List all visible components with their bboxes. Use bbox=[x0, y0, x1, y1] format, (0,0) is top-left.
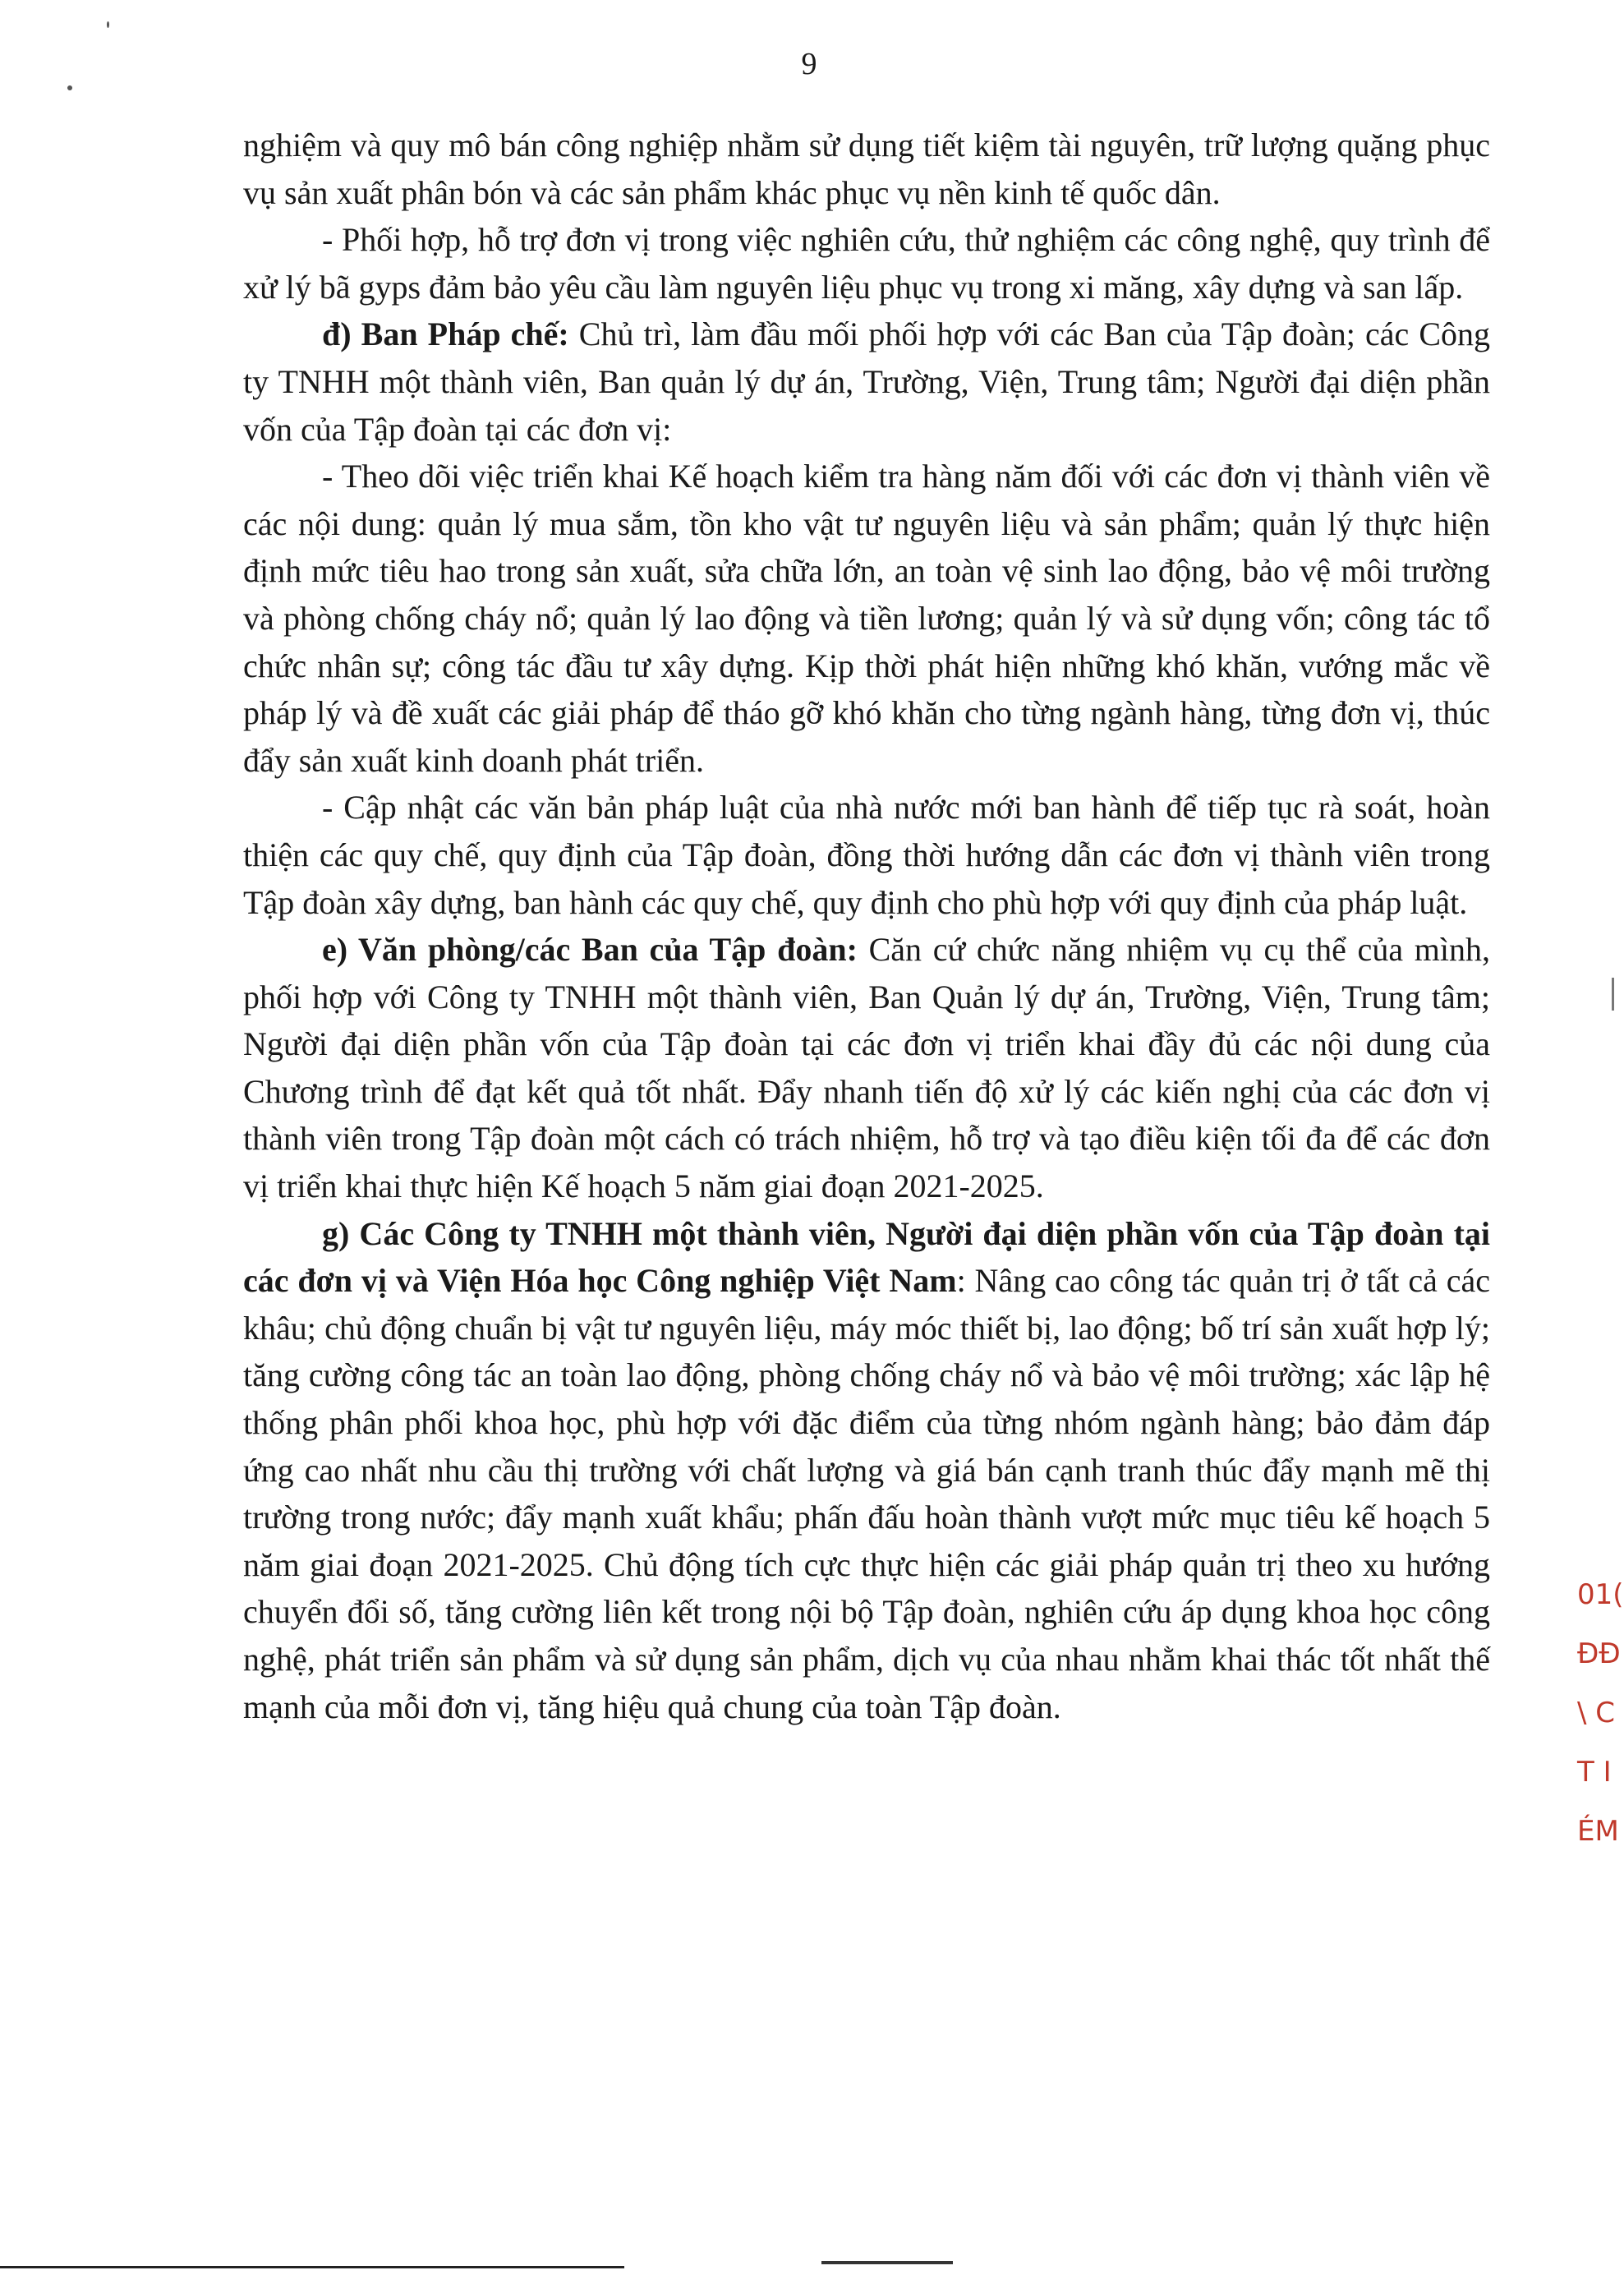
scan-speck bbox=[67, 85, 72, 90]
paragraph-cong-ty bbox=[243, 1210, 1490, 1731]
paragraph-heading: g) Các Công ty TNHH một thành viên, Người đại diện phần vốn của Tập đoàn tại các đơn vị và Viện Hóa học Công nghiệp Việt Nam bbox=[243, 1214, 1490, 1300]
stamp-line: \ C bbox=[1577, 1697, 1616, 1729]
paragraph-text: - Phối hợp, hỗ trợ đơn vị trong việc nghiên cứu, thử nghiệm các công nghệ, quy trình để xử lý bã gyps đảm bảo yêu cầu làm nguyên liệu phục vụ trong xi măng, xây dựng và san lấp. bbox=[243, 221, 1490, 306]
document-body bbox=[243, 122, 1490, 1730]
paragraph-gyps bbox=[243, 216, 1490, 311]
scan-speck bbox=[107, 21, 109, 28]
paragraph-text: nghiệm và quy mô bán công nghiệp nhằm sử dụng tiết kiệm tài nguyên, trữ lượng quặng phục vụ sản xuất phân bón và các sản phẩm khác phục vụ nền kinh tế quốc dân. bbox=[243, 127, 1490, 211]
stamp-line: T I bbox=[1577, 1756, 1612, 1789]
paragraph-cap-nhat bbox=[243, 784, 1490, 926]
bottom-rule bbox=[0, 2266, 624, 2268]
paragraph-theo-doi bbox=[243, 453, 1490, 784]
paragraph-heading: e) Văn phòng/các Ban của Tập đoàn: bbox=[322, 931, 858, 969]
stamp-line: ÉM bbox=[1577, 1815, 1619, 1848]
bottom-rule bbox=[821, 2261, 953, 2264]
paragraph-continuation bbox=[243, 122, 1490, 216]
paragraph-van-phong bbox=[243, 926, 1490, 1210]
stamp-line: ĐĐ bbox=[1577, 1637, 1621, 1670]
paragraph-text: Chủ trì, làm đầu mối phối hợp với các Ban của Tập đoàn; các Công ty TNHH một thành viên, Ban quản lý dự án, Trường, Viện, Trung tâm; Người đại diện phần vốn của Tập đoàn tại các đơn vị: bbox=[243, 315, 1490, 448]
paragraph-text: Căn cứ chức năng nhiệm vụ cụ thể của mình, phối hợp với Công ty TNHH một thành viên, Ban Quản lý dự án, Trường, Viện, Trung tâm; Người đại diện phần vốn của Tập đoàn tại các đơn vị triển khai đầy đủ các nội dung của Chương trình để đạt kết quả tốt nhất. Đẩy nhanh tiến độ xử lý các kiến nghị của các đơn vị thành viên trong Tập đoàn một cách có trách nhiệm, hỗ trợ và tạo điều kiện tối đa để các đơn vị triển khai thực hiện Kế hoạch 5 năm giai đoạn 2021-2025. bbox=[243, 931, 1490, 1205]
scan-edge-mark bbox=[1612, 978, 1614, 1011]
paragraph-text: : Nâng cao công tác quản trị ở tất cả các khâu; chủ động chuẩn bị vật tư nguyên liệu, máy móc thiết bị, lao động; bố trí sản xuất hợp lý; tăng cường công tác an toàn lao động, phòng chống cháy nổ và bảo vệ môi trường; xác lập hệ thống phân phối khoa học, phù hợp với đặc điểm của từng nhóm ngành hàng; bảo đảm đáp ứng cao nhất nhu cầu thị trường với chất lượng và giá bán cạnh tranh thúc đẩy mạnh mẽ thị trường trong nước; đẩy mạnh xuất khẩu; phấn đấu hoàn thành vượt mức mục tiêu kế hoạch 5 năm giai đoạn 2021-2025. Chủ động tích cực thực hiện các giải pháp quản trị theo xu hướng chuyển đổi số, tăng cường liên kết trong nội bộ Tập đoàn, nghiên cứu áp dụng khoa học công nghệ, phát triển sản phẩm và sử dụng sản phẩm, dịch vụ của nhau nhằm khai thác tốt nhất thế mạnh của mỗi đơn vị, tăng hiệu quả chung của toàn Tập đoàn. bbox=[243, 1262, 1491, 1725]
margin-stamp bbox=[1577, 1565, 1624, 1861]
paragraph-ban-phap-che bbox=[243, 311, 1490, 453]
paragraph-heading: đ) Ban Pháp chế: bbox=[322, 315, 569, 353]
paragraph-text: - Cập nhật các văn bản pháp luật của nhà nước mới ban hành để tiếp tục rà soát, hoàn thiện các quy chế, quy định của Tập đoàn, đồng thời hướng dẫn các đơn vị thành viên trong Tập đoàn xây dựng, ban hành các quy chế, quy định cho phù hợp với quy định của pháp luật. bbox=[243, 789, 1490, 921]
paragraph-text: - Theo dõi việc triển khai Kế hoạch kiểm tra hàng năm đối với các đơn vị thành viên về các nội dung: quản lý mua sắm, tồn kho vật tư nguyên liệu và sản phẩm; quản lý thực hiện định mức tiêu hao trong sản xuất, sửa chữa lớn, an toàn vệ sinh lao động, bảo vệ môi trường và phòng chống cháy nổ; quản lý lao động và tiền lương; quản lý và sử dụng vốn; công tác tổ chức nhân sự; công tác đầu tư xây dựng. Kịp thời phát hiện những khó khăn, vướng mắc về pháp lý và đề xuất các giải pháp để tháo gỡ khó khăn cho từng ngành hàng, từng đơn vị, thúc đẩy sản xuất kinh doanh phát triển. bbox=[243, 458, 1490, 779]
stamp-line: 01( bbox=[1577, 1578, 1624, 1611]
page-number: 9 bbox=[801, 47, 817, 81]
